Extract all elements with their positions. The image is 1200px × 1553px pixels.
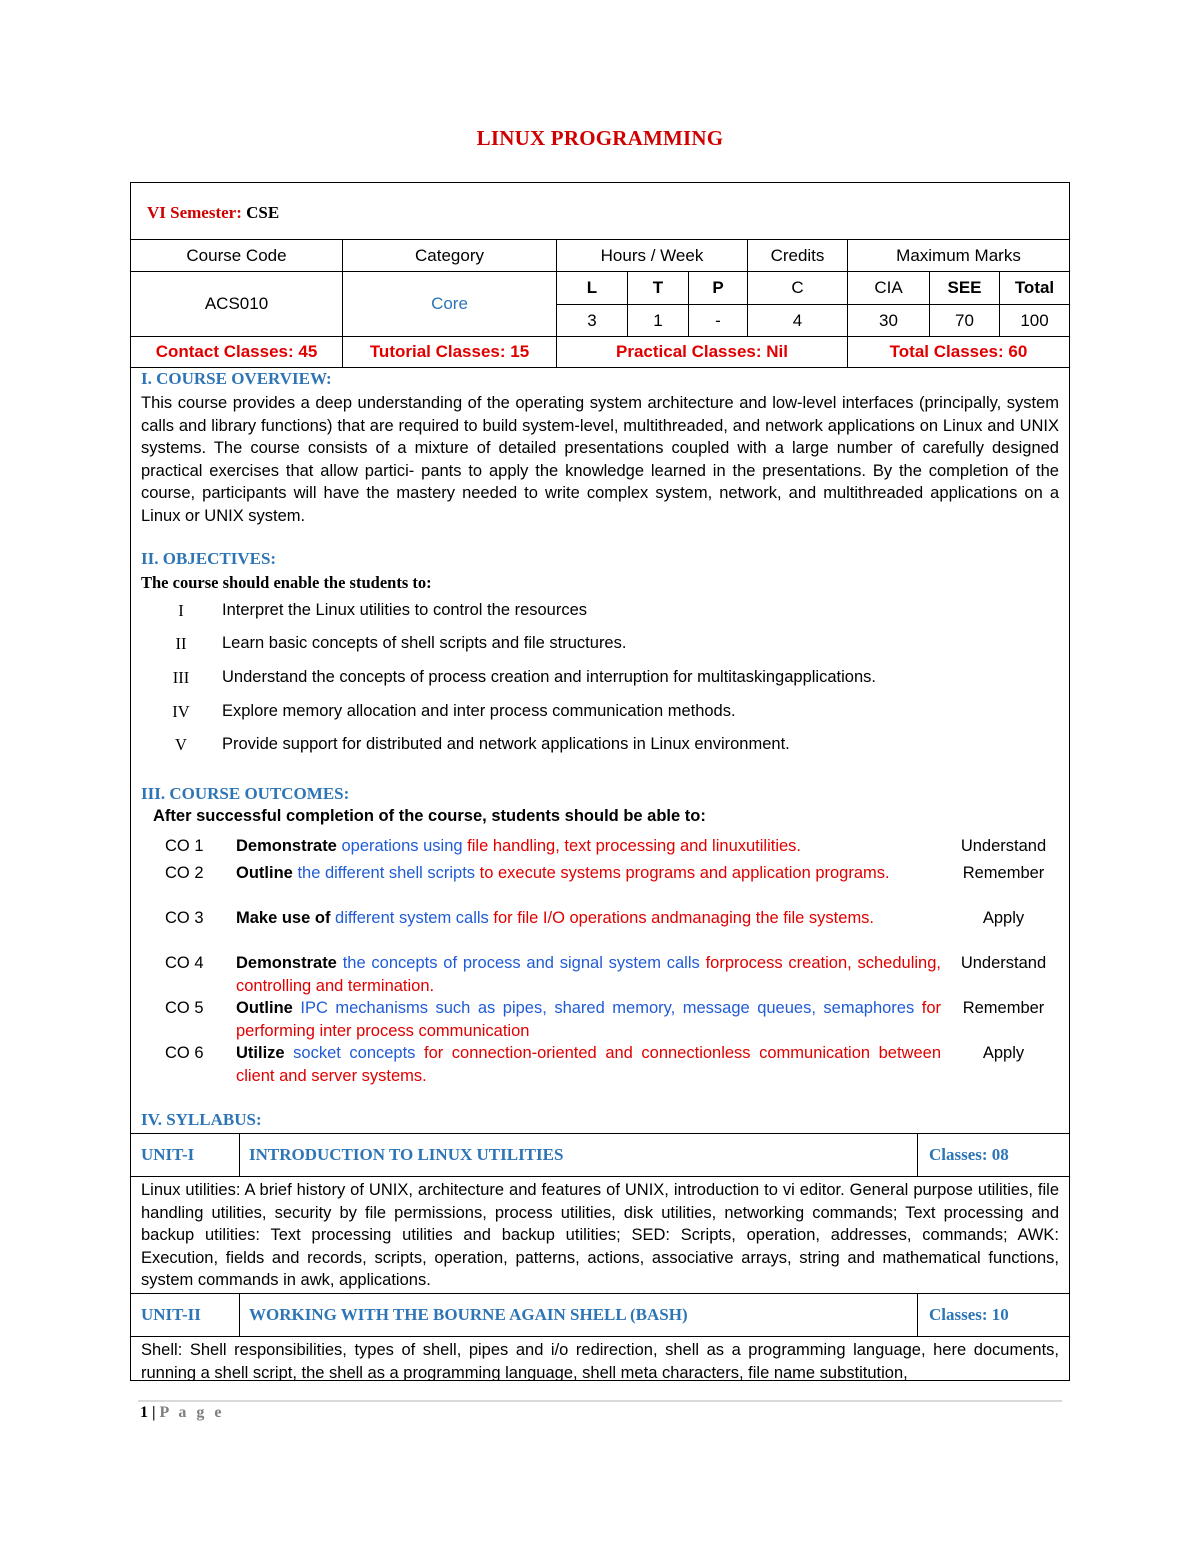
outcome-number: CO 6 [165,1044,204,1062]
outcome-red-text: for performing inter process communication [236,999,941,1040]
outcome-blue-text: socket concepts [293,1044,416,1062]
table-rule [131,1176,1069,1177]
tutorial-classes: Tutorial Classes: 15 [369,342,530,361]
unit-description: Linux utilities: A brief history of UNIX, architecture and features of UNIX, introduction to vi editor. General purpose utilities, file handling utilities, security by file permissions, process utilities, disk utilities, networking commands; Text processing and backup utilities: Text processing utilities and backup utilities; SED: Scripts, operation, addresses, commands; AWK: Execution, fields and records, scripts, operation, patterns, actions, associative arrays, string and mathematical functions, system commands in awk, applications. [141,1181,1059,1290]
syllabus-heading: IV. SYLLABUS: [141,1110,262,1129]
unit-header-row [131,1294,1069,1336]
outcome-number: CO 2 [165,864,204,882]
overview-text: This course provides a deep understanding of the operating system architecture and low-level interfaces (principally, system calls and library functions) that are required to build system-level, multithreaded, and network applications on Linux and UNIX systems. The course consists of a mixture of detailed presentations coupled with a large number of carefully designed practical exercises that allow partici- pants to apply the knowledge learned in the presentations. By the completion of the course, participants will have the mastery needed to write complex system, network, and multithreaded applications on a Linux or UNIX system. [141,394,1059,525]
outcome-blue-text: operations using [341,837,463,855]
subheader-cia: CIA [874,278,903,297]
outcome-verb: Demonstrate [236,837,337,855]
unit-classes: Classes: 10 [929,1305,1009,1324]
subheader-t: T [652,278,664,297]
outcome-number: CO 5 [165,999,204,1017]
outcome-blue-text-2: and [605,1044,633,1062]
objective-number: I [178,601,184,620]
value-t: 1 [653,310,663,330]
table-rule [917,1294,918,1336]
value-c: 4 [792,310,803,330]
objective-text: Explore memory allocation and inter process communication methods. [222,702,736,720]
outcome-blue-text: the different shell scripts [297,864,476,882]
outcome-verb: Make use of [236,909,331,927]
table-rule [131,367,1069,368]
subheader-total: Total [1014,278,1055,297]
outcome-number: CO 4 [165,954,204,972]
value-p: - [715,310,721,330]
outcome-blue-text: IPC mechanisms such as pipes, shared memory, message queues, semaphores [300,999,915,1017]
objective-number: IV [172,702,190,721]
objective-text: Learn basic concepts of shell scripts and file structures. [222,634,627,652]
course-document-frame [130,182,1070,1381]
outcome-red-text: to execute systems programs and application programs. [479,864,890,882]
objectives-heading: II. OBJECTIVES: [141,549,277,568]
table-rule [239,1134,240,1176]
outcome-red-text: forprocess creation, scheduling, controlling and termination. [236,954,941,995]
outcome-verb: Utilize [236,1044,285,1062]
practical-classes: Practical Classes: Nil [616,342,788,361]
outcomes-heading: III. COURSE OUTCOMES: [141,784,350,803]
value-total: 100 [1020,310,1049,330]
outcome-level: Understand [960,954,1047,972]
outcome-item [131,862,1069,907]
objective-text: Provide support for distributed and network applications in Linux environment. [222,735,790,753]
semester-label: VI Semester: [147,203,242,222]
course-code-value: ACS010 [204,294,269,313]
footer-separator: | [148,1404,160,1421]
header-category: Category [415,245,484,265]
objectives-intro: The course should enable the students to: [141,573,432,592]
outcome-level: Understand [960,837,1047,855]
objective-number: II [175,634,187,653]
objective-text: Interpret the Linux utilities to control the resources [222,601,588,619]
subheader-l: L [586,278,598,297]
outcome-blue-text: the concepts of process and signal system calls [342,954,700,972]
objective-text: Understand the concepts of process creation and interruption for multitaskingapplications. [222,668,876,686]
outcome-item [131,952,1069,997]
unit-header-row [131,1134,1069,1176]
header-course-code: Course Code [186,245,287,265]
outcome-item [131,907,1069,952]
objective-number: V [175,735,187,754]
outcomes-intro: After successful completion of the course, students should be able to: [153,807,706,825]
contact-classes: Contact Classes: 45 [155,342,318,361]
outcome-red-text: file handling, text processing and linuxutilities. [467,837,802,855]
value-see: 70 [955,310,974,330]
page-label: P a g e [159,1404,225,1421]
table-rule [239,1294,240,1336]
unit-title: INTRODUCTION TO LINUX UTILITIES [249,1145,564,1164]
footer-divider [138,1400,1062,1402]
subheader-p: P [712,278,724,297]
outcome-number: CO 1 [165,837,204,855]
unit-description: Shell: Shell responsibilities, types of shell, pipes and i/o redirection, shell as a programming language, here documents, running a shell script, the shell as a programming language, shell meta characters, file name substitution, [141,1341,1059,1381]
table-rule [131,1336,1069,1337]
semester-line [147,203,279,223]
outcome-number: CO 3 [165,909,204,927]
outcome-red-text-2: connectionless communication between client and server systems. [236,1044,942,1085]
outcome-item [131,835,1069,859]
category-value: Core [431,294,468,313]
semester-value: CSE [246,203,280,222]
header-max-marks: Maximum Marks [896,245,1021,265]
page-number: 1 [140,1404,148,1421]
outcome-red-text: for connection-oriented [424,1044,597,1062]
subheader-c: C [791,278,804,297]
objective-number: III [172,668,190,687]
page-title: LINUX PROGRAMMING [476,126,724,150]
header-hours-week: Hours / Week [600,245,704,265]
outcome-item [131,1042,1069,1087]
total-classes: Total Classes: 60 [889,342,1028,361]
outcome-item [131,997,1069,1042]
outcome-verb: Demonstrate [236,954,337,972]
header-credits: Credits [770,245,825,265]
value-cia: 30 [879,310,898,330]
subheader-see: SEE [947,278,982,297]
outcome-verb: Outline [236,864,293,882]
table-rule [917,1134,918,1176]
unit-number: UNIT-II [141,1305,201,1324]
outcome-level: Remember [962,864,1045,882]
outcome-level: Apply [982,909,1025,927]
outcome-blue-text: different system calls [335,909,489,927]
unit-number: UNIT-I [141,1145,195,1164]
outcome-level: Remember [962,999,1045,1017]
outcome-level: Apply [982,1044,1025,1062]
overview-heading: I. COURSE OVERVIEW: [141,369,332,388]
value-l: 3 [587,310,597,330]
unit-classes: Classes: 08 [929,1145,1009,1164]
outcome-verb: Outline [236,999,293,1017]
unit-title: WORKING WITH THE BOURNE AGAIN SHELL (BASH) [249,1305,688,1324]
outcome-red-text: for file I/O operations andmanaging the file systems. [493,909,875,927]
page-footer [140,1404,225,1422]
